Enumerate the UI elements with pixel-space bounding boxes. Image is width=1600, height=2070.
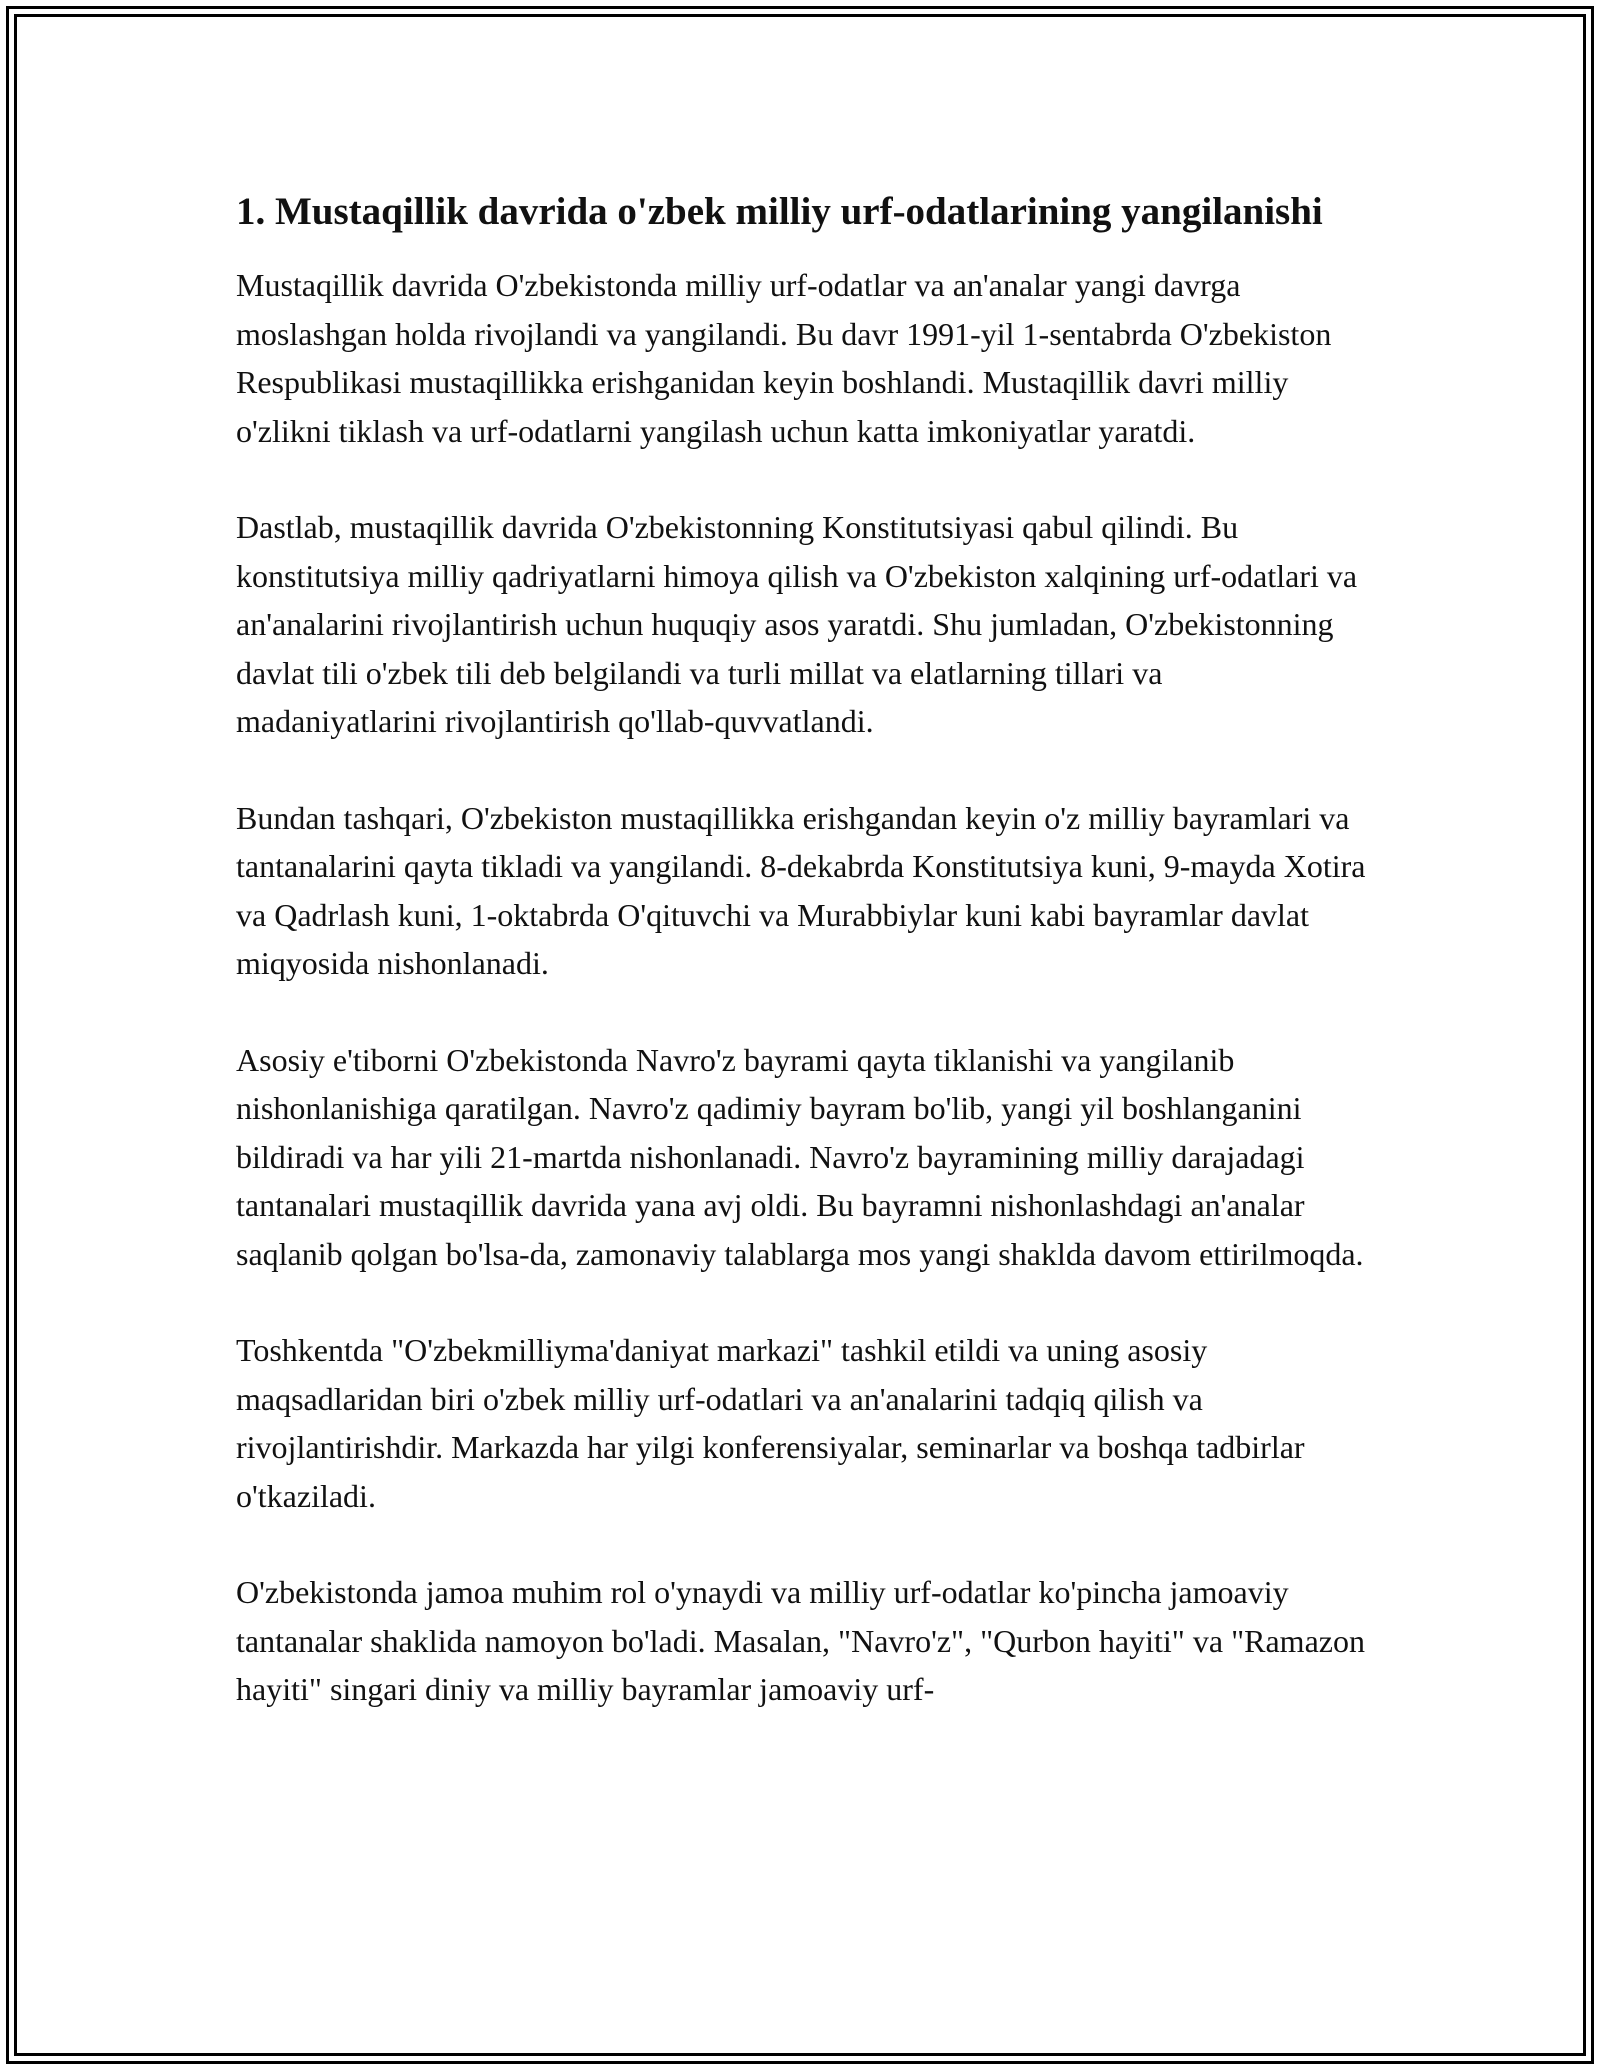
paragraph-6: O'zbekistonda jamoa muhim rol o'ynaydi va milliy urf-odatlar ko'pincha jamoaviy tantanalar shaklida namoyon bo'ladi. Masalan, "Navro'z", "Qurbon hayiti" va "Ramazon hayiti" singari diniy va milliy bayramlar jamoaviy urf-	[236, 1574, 1365, 1707]
paragraph-1: Mustaqillik davrida O'zbekistonda milliy urf-odatlar va an'analar yangi davrga moslashgan holda rivojlandi va yangilandi. Bu davr 1991-yil 1-sentabrda O'zbekiston Respublikasi mustaqillikka erishganidan keyin boshlandi. Mustaqillik davri milliy o'zlikni tiklash va urf-odatlarni yangilash uchun katta imkoniyatlar yaratdi.	[236, 267, 1332, 449]
paragraph-3: Bundan tashqari, O'zbekiston mustaqillikka erishgandan keyin o'z milliy bayramlari va tantanalarini qayta tikladi va yangilandi. 8-dekabrda Konstitutsiya kuni, 9-mayda Xotira va Qadrlash kuni, 1-oktabrda O'qituvchi va Murabbiylar kuni kabi bayramlar davlat miqyosida nishonlanadi.	[236, 799, 1366, 981]
paragraph-5: Toshkentda "O'zbekmilliyma'daniyat markazi" tashkil etildi va uning asosiy maqsadlaridan biri o'zbek milliy urf-odatlari va an'analarini tadqiq qilish va rivojlantirishdir. Markazda har yilgi konferensiyalar, seminarlar va boshqa tadbirlar o'tkaziladi.	[236, 1332, 1305, 1514]
document-title: 1. Mustaqillik davrida o'zbek milliy urf-odatlarining yangilanishi	[236, 190, 1323, 233]
document-body	[236, 184, 1371, 1762]
paragraph-2: Dastlab, mustaqillik davrida O'zbekistonning Konstitutsiyasi qabul qilindi. Bu konstitutsiya milliy qadriyatlarni himoya qilish va O'zbekiston xalqining urf-odatlari va an'analarini rivojlantirish uchun huquqiy asos yaratdi. Shu jumladan, O'zbekistonning davlat tili o'zbek tili deb belgilandi va turli millat va elatlarning tillari va madaniyatlarini rivojlantirish qo'llab-quvvatlandi.	[236, 509, 1358, 739]
paragraph-4: Asosiy e'tiborni O'zbekistonda Navro'z bayrami qayta tiklanishi va yangilanib nishonlanishiga qaratilgan. Navro'z qadimiy bayram bo'lib, yangi yil boshlanganini bildiradi va har yili 21-martda nishonlanadi. Navro'z bayramining milliy darajadagi tantanalari mustaqillik davrida yana avj oldi. Bu bayramni nishonlashdagi an'analar saqlanib qolgan bo'lsa-da, zamonaviy talablarga mos yangi shaklda davom ettirilmoqda.	[236, 1041, 1364, 1272]
